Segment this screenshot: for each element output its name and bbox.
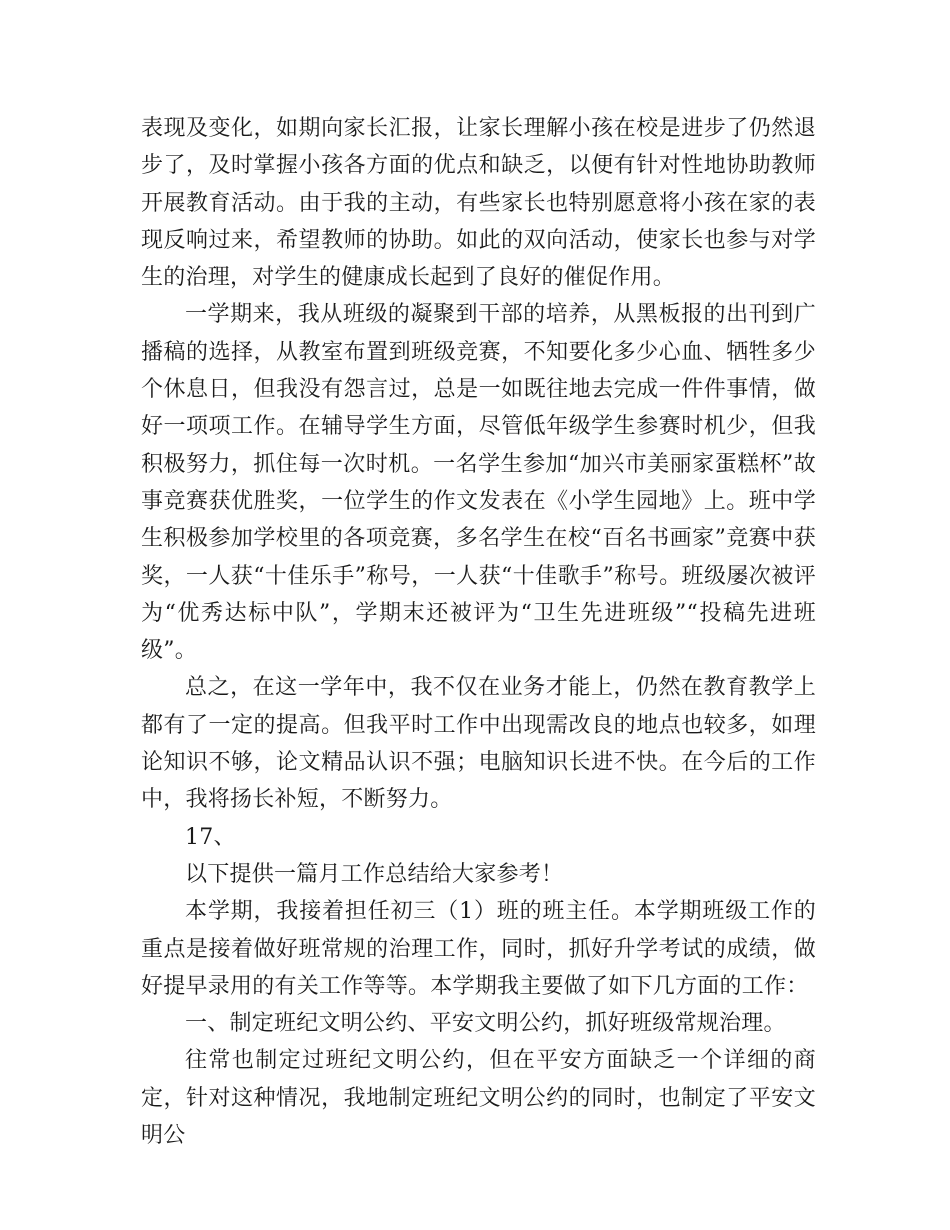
section-number: 17、 <box>185 824 236 850</box>
paragraph-summary: 总之，在这一学年中，我不仅在业务才能上，仍然在教育教学上都有了一定的提高。但我平时工作中出现需改良的地点也较多，如理论知识不够，论文精品认识不强；电脑知识长进不快。在今后的工作中，我将扬长补短，不断努力。 <box>141 675 816 813</box>
paragraph-class-rules: 往常也制定过班纪文明公约，但在平安方面缺乏一个详细的商定，针对这种情况，我地制定班纪文明公约的同时，也制定了平安文明公 <box>141 1048 816 1149</box>
heading-section-one: 一、制定班纪文明公约、平安文明公约，抓好班级常规治理。 <box>185 1011 786 1037</box>
paragraph-class-teacher: 本学期，我接着担任初三（1）班的班主任。本学期班级工作的重点是接着做好班常规的治理工作，同时，抓好升学考试的成绩，做好提早录用的有关工作等等。本学期我主要做了如下几方面的工作： <box>141 899 816 999</box>
paragraph-intro: 以下提供一篇月工作总结给大家参考！ <box>185 861 564 887</box>
paragraph-parent-report: 表现及变化，如期向家长汇报，让家长理解小孩在校是进步了仍然退步了，及时掌握小孩各方面的优点和缺乏，以便有针对性地协助教师开展教育活动。由于我的主动，有些家长也特别愿意将小孩在家的表现反响过来，希望教师的协助。如此的双向活动，使家长也参与对学生的治理，对学生的健康成长起到了良好的催促作用。 <box>141 116 816 291</box>
document-body <box>141 110 816 1154</box>
paragraph-semester-review: 一学期来，我从班级的凝聚到干部的培养，从黑板报的出刊到广播稿的选择，从教室布置到班级竞赛，不知要化多少心血、牺牲多少个休息日，但我没有怨言过，总是一如既往地去完成一件件事情，做好一项项工作。在辅导学生方面，尽管低年级学生参赛时机少，但我积极努力，抓住每一次时机。一名学生参加“加兴市美丽家蛋糕杯”故事竞赛获优胜奖，一位学生的作文发表在《小学生园地》上。班中学生积极参加学校里的各项竞赛，多名学生在校“百名书画家”竞赛中获奖，一人获“十佳乐手”称号，一人获“十佳歌手”称号。班级屡次被评为“优秀达标中队”，学期末还被评为“卫生先进班级”“投稿先进班级”。 <box>141 302 816 664</box>
